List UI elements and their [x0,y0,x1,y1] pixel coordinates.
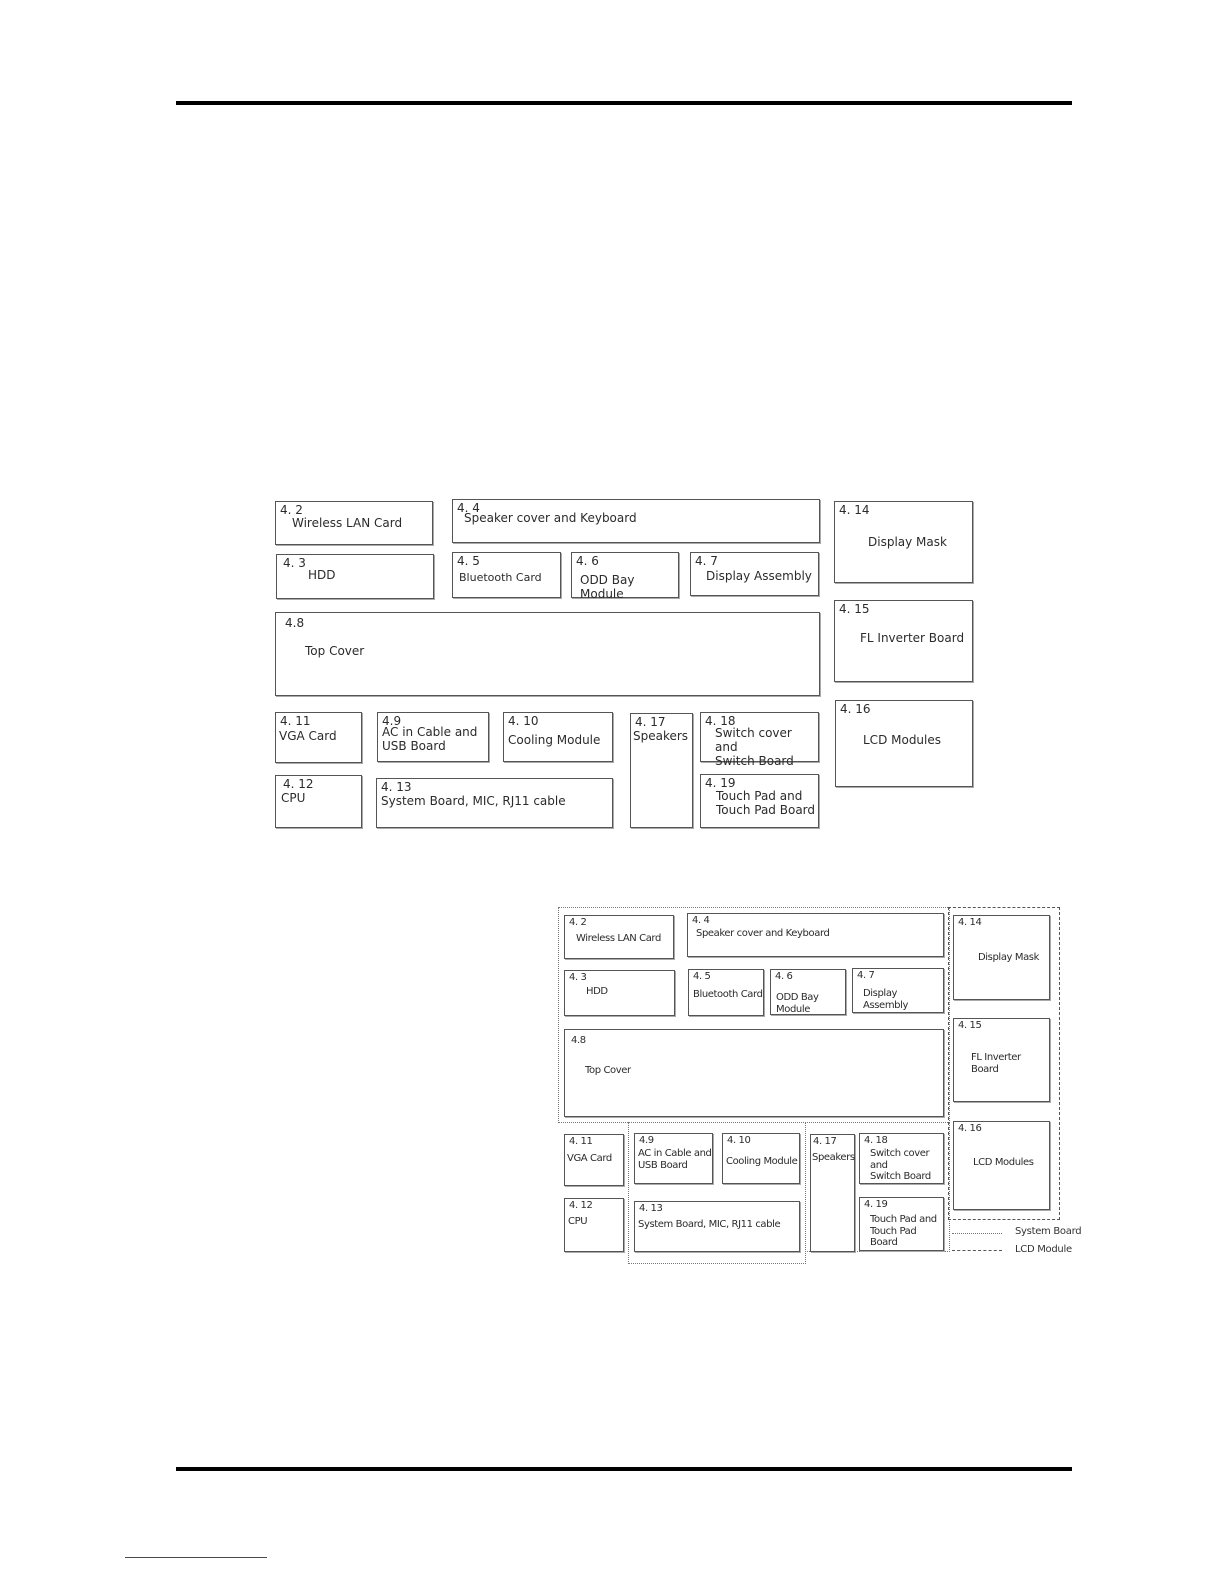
box-label: Touch Pad and Touch Pad Board [716,789,816,817]
box-hdd [564,970,675,1016]
box-label: Bluetooth Card [693,989,763,1000]
box-number: 4. 3 [569,972,587,983]
box-number: 4. 10 [727,1135,751,1146]
box-label: Speakers [633,729,689,743]
header-rule [176,101,1072,105]
box-number: 4. 14 [839,503,870,517]
box-number: 4. 16 [840,702,871,716]
box-label: Cooling Module [508,733,601,747]
box-label: Wireless LAN Card [292,516,403,530]
box-speakers [630,713,693,828]
box-cpu [275,775,362,828]
box-number: 4. 18 [864,1135,888,1146]
box-number: 4. 17 [635,715,666,729]
footer-link-underline [125,1557,267,1558]
box-number: 4. 15 [958,1020,982,1031]
box-fl-inverter-board [953,1018,1050,1102]
box-label: AC in Cable and USB Board [638,1148,712,1171]
legend-lcd-module-label: LCD Module [1015,1244,1072,1255]
box-label: Cooling Module [726,1156,798,1167]
legend-lcd-module-line [952,1250,1002,1251]
box-label: ODD Bay Module [776,992,819,1015]
box-lcd-modules [953,1121,1050,1210]
box-label: AC in Cable and USB Board [382,725,478,753]
box-switch-cover-switch-board [700,712,819,768]
box-number: 4. 2 [280,503,303,517]
box-number: 4. 11 [280,714,311,728]
box-number: 4.9 [382,714,402,728]
box-system-board [634,1201,800,1252]
box-label: ODD Bay Module [580,573,635,601]
box-vga-card [564,1134,624,1186]
box-number: 4. 7 [695,554,718,568]
box-label: HDD [308,568,336,582]
box-label: FL Inverter Board [860,631,965,645]
box-odd-bay-module [571,552,679,601]
box-number: 4. 19 [864,1199,888,1210]
box-label: Switch cover and Switch Board [715,726,794,768]
box-number: 4. 12 [569,1200,593,1211]
box-number: 4. 5 [457,554,480,568]
box-ac-in-cable-usb-board [377,712,489,762]
box-label: Speakers [812,1152,855,1163]
box-label: Speaker cover and Keyboard [464,511,637,525]
box-number: 4. 19 [705,776,736,790]
box-number: 4.8 [571,1035,586,1046]
box-number: 4. 2 [569,917,587,928]
box-label: CPU [281,791,306,805]
box-number: 4. 6 [576,554,599,568]
box-label: Bluetooth Card [459,571,542,584]
legend-system-board-line [952,1233,1002,1234]
box-fl-inverter-board [834,600,973,682]
box-label: Display Mask [868,535,947,549]
box-number: 4. 11 [569,1136,593,1147]
box-label: LCD Modules [863,733,942,747]
box-hdd [276,554,434,599]
box-label: Display Assembly [863,988,908,1011]
box-switch-cover-switch-board [859,1133,944,1184]
box-number: 4. 14 [958,917,982,928]
box-number: 4. 15 [839,602,870,616]
footer-rule [176,1467,1072,1471]
box-touch-pad-board [859,1197,944,1251]
box-number: 4. 12 [283,777,314,791]
box-label: Wireless LAN Card [576,933,661,944]
box-display-assembly [690,552,819,596]
box-speaker-cover-keyboard [687,913,944,957]
box-label: Display Mask [978,952,1039,963]
box-top-cover [275,612,820,696]
box-wireless-lan-card [275,501,433,545]
legend-system-board-label: System Board [1015,1226,1082,1237]
box-label: System Board, MIC, RJ11 cable [381,794,566,808]
box-label: System Board, MIC, RJ11 cable [638,1219,781,1230]
box-cooling-module [503,712,613,762]
box-number: 4. 10 [508,714,539,728]
box-label: Switch cover and Switch Board [870,1148,931,1182]
box-speaker-cover-keyboard [452,499,820,543]
box-bluetooth-card [452,552,561,598]
box-number: 4. 16 [958,1123,982,1134]
box-odd-bay-module [770,969,846,1015]
box-speakers [810,1134,855,1252]
box-top-cover [564,1029,944,1117]
box-label: CPU [568,1216,588,1227]
box-system-board [376,778,613,828]
box-vga-card [275,712,362,763]
box-number: 4. 4 [457,501,480,515]
box-label: FL Inverter Board [971,1052,1021,1075]
box-cpu [564,1198,624,1252]
box-display-mask [953,915,1050,1000]
box-display-assembly [852,968,944,1013]
box-label: Display Assembly [706,569,812,583]
box-label: VGA Card [567,1153,612,1164]
box-number: 4.8 [285,616,305,630]
box-label: Top Cover [305,644,365,658]
box-label: LCD Modules [973,1157,1034,1168]
box-number: 4. 18 [705,714,736,728]
box-number: 4. 4 [692,915,710,926]
box-display-mask [834,501,973,583]
box-number: 4. 6 [775,971,793,982]
box-ac-in-cable-usb-board [634,1133,713,1184]
box-number: 4. 13 [381,780,412,794]
box-number: 4. 13 [639,1203,663,1214]
box-bluetooth-card [688,969,764,1016]
box-number: 4. 7 [857,970,875,981]
box-number: 4.9 [639,1135,654,1146]
box-touch-pad-board [700,774,819,828]
box-label: Top Cover [585,1065,631,1076]
box-number: 4. 3 [283,556,306,570]
box-label: Touch Pad and Touch Pad Board [870,1214,937,1248]
box-number: 4. 5 [693,971,711,982]
box-label: VGA Card [279,729,337,743]
box-wireless-lan-card [564,915,674,959]
box-label: HDD [586,986,608,997]
box-number: 4. 17 [813,1136,837,1147]
box-cooling-module [722,1133,800,1184]
box-label: Speaker cover and Keyboard [696,928,830,939]
box-lcd-modules [835,700,973,787]
